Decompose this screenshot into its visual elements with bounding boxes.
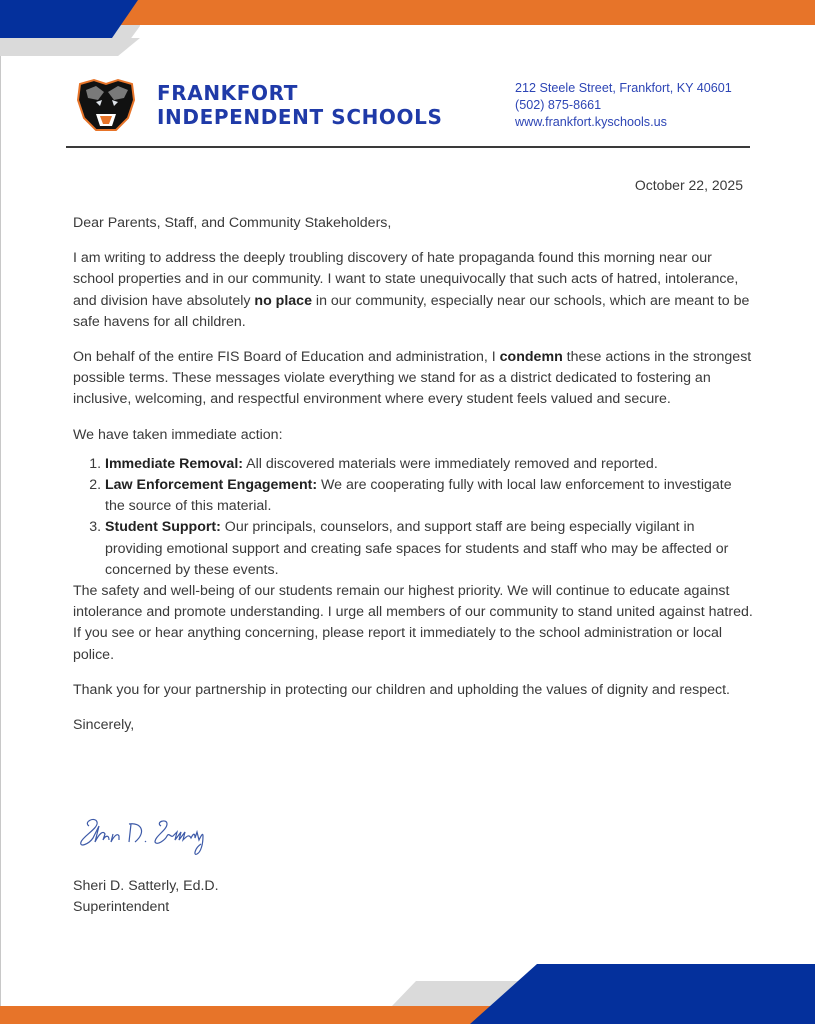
salutation: Dear Parents, Staff, and Community Stakeholders,: [73, 215, 392, 231]
action-item: [105, 454, 753, 475]
action-item-title: Student Support:: [105, 519, 221, 536]
paragraph-3: We have taken immediate action:: [73, 426, 283, 443]
bottom-banner: [0, 964, 815, 1024]
header-divider: [66, 146, 750, 148]
action-item: [105, 475, 753, 517]
paragraph-5: Thank you for your partnership in protecting our children and upholding the values of dignity and respect.: [73, 681, 730, 698]
paragraph-2-text-a: On behalf of the entire FIS Board of Education and administration, I: [73, 349, 500, 366]
signer-block: [73, 876, 219, 918]
signer-name: Sheri D. Satterly, Ed.D.: [73, 878, 219, 894]
action-list: [73, 454, 753, 581]
page-border: [0, 0, 1, 1024]
action-item: [105, 517, 753, 581]
top-banner-orange: [120, 0, 815, 25]
bottom-banner-blue: [470, 964, 815, 1024]
action-item-title: Law Enforcement Engagement:: [105, 477, 318, 494]
website-link[interactable]: www.frankfort.kyschools.us: [515, 115, 667, 129]
handwritten-signature-icon: [75, 810, 235, 860]
bottom-banner-orange: [0, 1006, 500, 1024]
closing: Sincerely,: [73, 717, 135, 734]
paragraph-2: [73, 347, 753, 411]
letter-date: October 22, 2025: [634, 177, 743, 193]
school-name: [157, 81, 442, 129]
paragraph-1-text-b: in our community, especially near our schools, which are meant to be safe havens for all children.: [73, 292, 750, 330]
letter-body: [73, 213, 753, 750]
action-item-title: Immediate Removal:: [105, 455, 243, 472]
school-name-line1: FRANKFORT: [157, 81, 298, 105]
contact-info: [515, 80, 732, 131]
top-banner: [0, 0, 815, 60]
paragraph-1-emphasis: no place: [254, 292, 312, 309]
address: 212 Steele Street, Frankfort, KY 40601: [515, 81, 732, 95]
letterhead: [74, 78, 750, 148]
paragraph-2-text-b: these actions in the strongest possible terms. These messages violate everything we stand for as a district dedicated to fostering an inclusive, welcoming, and respectful environment where every student feels valued and secure.: [73, 349, 752, 408]
signer-title: Superintendent: [73, 899, 170, 916]
action-item-text: All discovered materials were immediately removed and reported.: [242, 455, 658, 472]
phone: (502) 875-8661: [515, 98, 602, 112]
paragraph-4: The safety and well-being of our students remain our highest priority. We will continue to educate against intolerance and promote understanding. I urge all members of our community to stand united against hatred. If you see or hear anything concerning, please report it immediately to the school administration or local police.: [73, 583, 753, 663]
action-item-text: We are cooperating fully with local law enforcement to investigate the source of this material.: [105, 477, 732, 515]
paragraph-1-text-a: I am writing to address the deeply troubling discovery of hate propaganda found this morning near our school properties and in our community. I want to state unequivocally that such acts of hatred, intolerance, and division have absolutely: [73, 250, 739, 309]
action-item-text: Our principals, counselors, and support staff are being especially vigilant in providing emotional support and creating safe spaces for students and staff who may be affected or concerned by these events.: [105, 519, 729, 578]
panther-head-icon: [74, 78, 138, 134]
paragraph-2-emphasis: condemn: [499, 349, 563, 366]
school-name-line2: INDEPENDENT SCHOOLS: [157, 105, 443, 129]
paragraph-1: [73, 248, 753, 333]
